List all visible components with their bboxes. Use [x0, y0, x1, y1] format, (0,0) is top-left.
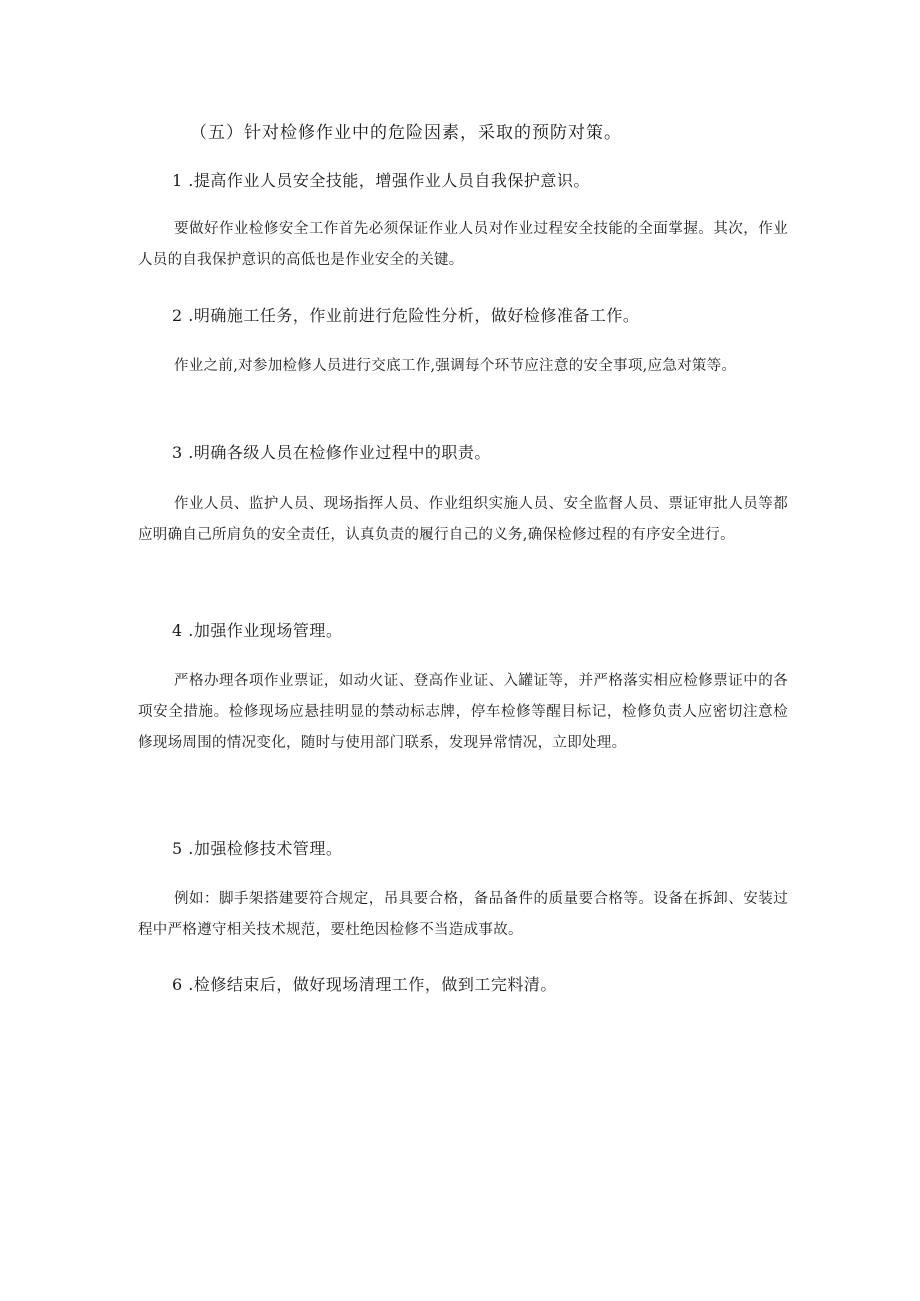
item-body-3: 作业人员、监护人员、现场指挥人员、作业组织实施人员、安全监督人员、票证审批人员等都应明确自己所肩负的安全责任，认真负责的履行自己的义务,确保检修过程的有序安全进行。 — [138, 496, 788, 543]
item-body-5: 例如：脚手架搭建要符合规定，吊具要合格，备品备件的质量要合格等。设备在拆卸、安装过程中严格遵守相关技术规范，要杜绝因检修不当造成事故。 — [138, 891, 788, 938]
item-heading-1: 1 .提高作业人员安全技能，增强作业人员自我保护意识。 — [172, 171, 590, 190]
item-body-1: 要做好作业检修安全工作首先必须保证作业人员对作业过程安全技能的全面掌握。其次，作业人员的自我保护意识的高低也是作业安全的关键。 — [138, 221, 788, 268]
item-body-2: 作业之前,对参加检修人员进行交底工作,强调每个环节应注意的安全事项,应急对策等。 — [174, 358, 737, 374]
item-heading-4: 4 .加强作业现场管理。 — [172, 621, 343, 640]
item-body-4: 严格办理各项作业票证，如动火证、登高作业证、入罐证等，并严格落实相应检修票证中的各项安全措施。检修现场应悬挂明显的禁动标志牌，停车检修等醒目标记，检修负责人应密切注意检修现场周围的情况变化，随时与使用部门联系，发现异常情况，立即处理。 — [138, 673, 788, 751]
item-heading-5: 5 .加强检修技术管理。 — [172, 839, 343, 858]
item-heading-2: 2 .明确施工任务，作业前进行危险性分析，做好检修准备工作。 — [172, 306, 640, 325]
section-title: （五）针对检修作业中的危险因素，采取的预防对策。 — [190, 123, 622, 143]
item-heading-3: 3 .明确各级人员在检修作业过程中的职责。 — [172, 443, 491, 462]
item-heading-6: 6 .检修结束后，做好现场清理工作，做到工完料清。 — [172, 975, 557, 994]
